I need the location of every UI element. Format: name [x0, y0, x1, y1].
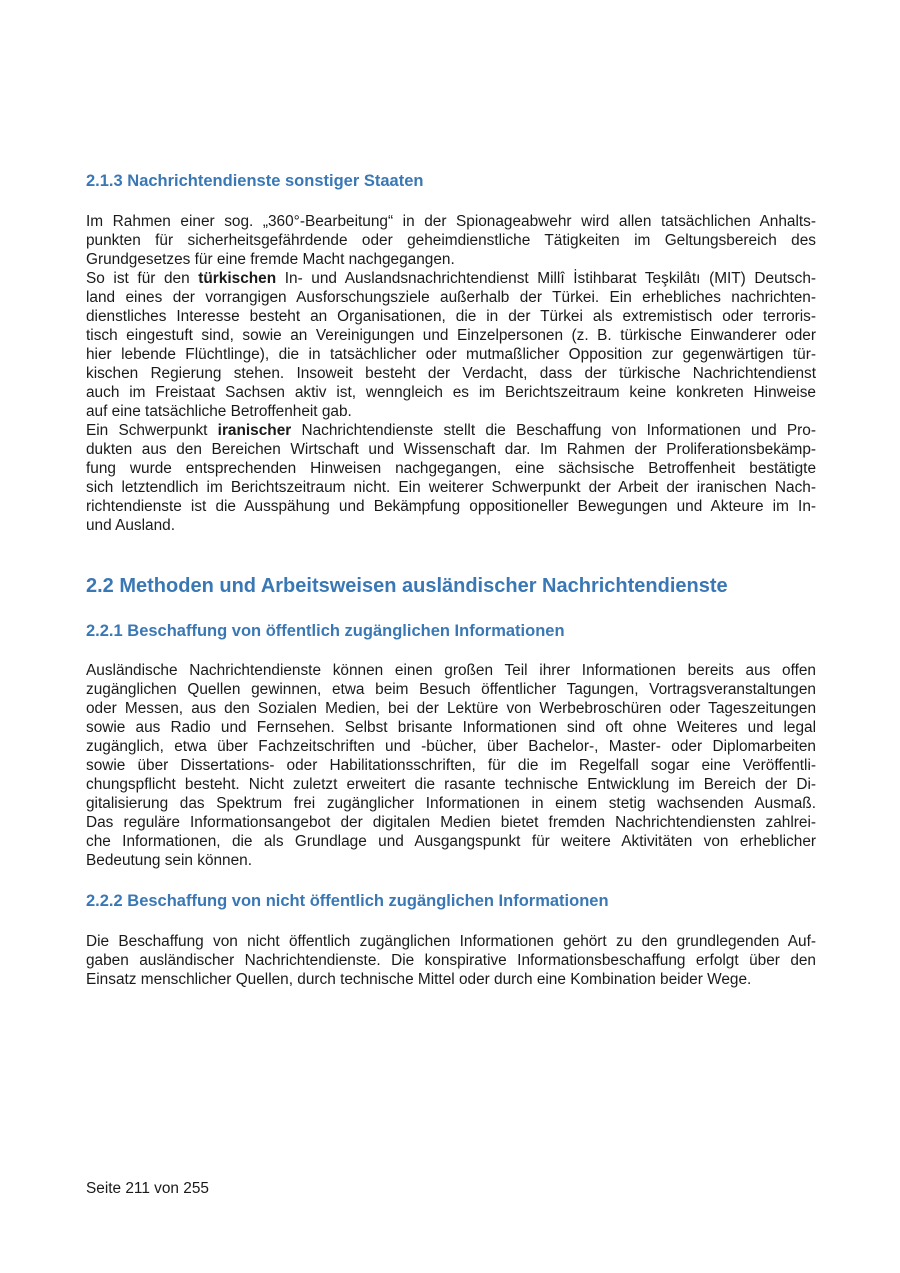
section-heading-2-2-2: 2.2.2 Beschaffung von nicht öffentlich zugänglichen Informationen [86, 892, 609, 910]
text-line: dukten aus den Bereichen Wirtschaft und Wissenschaft dar. Im Rahmen der Proliferationsbekämp- [86, 441, 816, 458]
text-line: Die Beschaffung von nicht öffentlich zugänglichen Informationen gehört zu den grundlegenden Auf- [86, 933, 816, 950]
text-line: Im Rahmen einer sog. „360°-Bearbeitung“ in der Spionageabwehr wird allen tatsächlichen Anhalts- [86, 213, 816, 230]
bold-keyword-iranischer: iranischer [217, 422, 292, 439]
text-line: sowie über Dissertations- oder Habilitationsschriften, für die im Regelfall sogar eine Veröffentli- [86, 757, 816, 774]
section-heading-2-2: 2.2 Methoden und Arbeitsweisen ausländischer Nachrichtendienste [86, 575, 728, 597]
text-line: gaben ausländischer Nachrichtendienste. Die konspirative Informationsbeschaffung erfolgt über den [86, 952, 816, 969]
section-heading-2-1-3: 2.1.3 Nachrichtendienste sonstiger Staaten [86, 172, 424, 190]
text-span: In- und Auslandsnachrichtendienst Millî İstihbarat Teşkilâtı (MIT) Deutsch- [276, 270, 816, 287]
bold-keyword-tuerkischen: türkischen [198, 270, 277, 287]
text-line: chungspflicht besteht. Nicht zuletzt erweitert die rasante technische Entwicklung im Bereich der Di- [86, 776, 816, 793]
text-line: Grundgesetzes für eine fremde Macht nachgegangen. [86, 251, 455, 268]
text-line: Ausländische Nachrichtendienste können einen großen Teil ihrer Informationen bereits aus offen [86, 662, 816, 679]
page-number-footer: Seite 211 von 255 [86, 1180, 209, 1197]
text-line: tisch eingestuft sind, sowie an Vereinigungen und Einzelpersonen (z. B. türkische Einwanderer oder [86, 327, 816, 344]
document-page [86, 0, 816, 1273]
text-line: Bedeutung sein können. [86, 852, 253, 869]
text-line: hier lebende Flüchtlinge), die in tatsächlicher oder mutmaßlicher Opposition zur gegenwärtigen tür- [86, 346, 816, 363]
text-line: che Informationen, die als Grundlage und Ausgangspunkt für weitere Aktivitäten von erheblicher [86, 833, 816, 850]
text-line: fung wurde entsprechenden Hinweisen nachgegangen, eine sächsische Betroffenheit bestätigte [86, 460, 816, 477]
text-line: oder Messen, aus den Sozialen Medien, bei der Lektüre von Werbebroschüren oder Tageszeitungen [86, 700, 816, 717]
text-line: Das reguläre Informationsangebot der digitalen Medien bietet fremden Nachrichtendiensten zahlrei- [86, 814, 816, 831]
section-heading-2-2-1: 2.2.1 Beschaffung von öffentlich zugänglichen Informationen [86, 622, 565, 640]
text-line: Einsatz menschlicher Quellen, durch technische Mittel oder durch eine Kombination beider Wege. [86, 971, 752, 988]
text-line: zugänglich, etwa über Fachzeitschriften und -bücher, über Bachelor-, Master- oder Diplomarbeiten [86, 738, 816, 755]
text-line: sich letztendlich im Berichtszeitraum nicht. Ein weiterer Schwerpunkt der Arbeit der iranischen Nach- [86, 479, 816, 496]
text-line: und Ausland. [86, 517, 175, 534]
text-span: So ist für den [86, 270, 199, 287]
text-line: zugänglichen Quellen gewinnen, etwa beim Besuch öffentlicher Tagungen, Vortragsveranstaltungen [86, 681, 816, 698]
text-line: punkten für sicherheitsgefährdende oder geheimdienstliche Tätigkeiten im Geltungsbereich des [86, 232, 816, 249]
text-line [86, 269, 816, 288]
text-span: Ein Schwerpunkt [86, 422, 218, 439]
text-line: gitalisierung das Spektrum frei zugänglicher Informationen in einem stetig wachsenden Ausmaß. [86, 795, 816, 812]
text-span: Nachrichtendienste stellt die Beschaffung von Informationen und Pro- [291, 422, 816, 439]
text-line: dienstliches Interesse besteht an Organisationen, die in der Türkei als extremistisch oder terroris- [86, 308, 816, 325]
text-line: auch im Freistaat Sachsen aktiv ist, wenngleich es im Berichtszeitraum keine konkreten Hinweise [86, 384, 816, 401]
text-line: sowie aus Radio und Fernsehen. Selbst brisante Informationen sind oft ohne Weiteres und legal [86, 719, 816, 736]
text-line [86, 421, 816, 440]
text-line: kischen Regierung stehen. Insoweit besteht der Verdacht, dass der türkische Nachrichtendienst [86, 365, 816, 382]
text-line: land eines der vorrangigen Ausforschungsziele außerhalb der Türkei. Ein erhebliches nachrichten- [86, 289, 816, 306]
text-line: auf eine tatsächliche Betroffenheit gab. [86, 403, 352, 420]
text-line: richtendienste ist die Ausspähung und Bekämpfung oppositioneller Bewegungen und Akteure im In- [86, 498, 816, 515]
